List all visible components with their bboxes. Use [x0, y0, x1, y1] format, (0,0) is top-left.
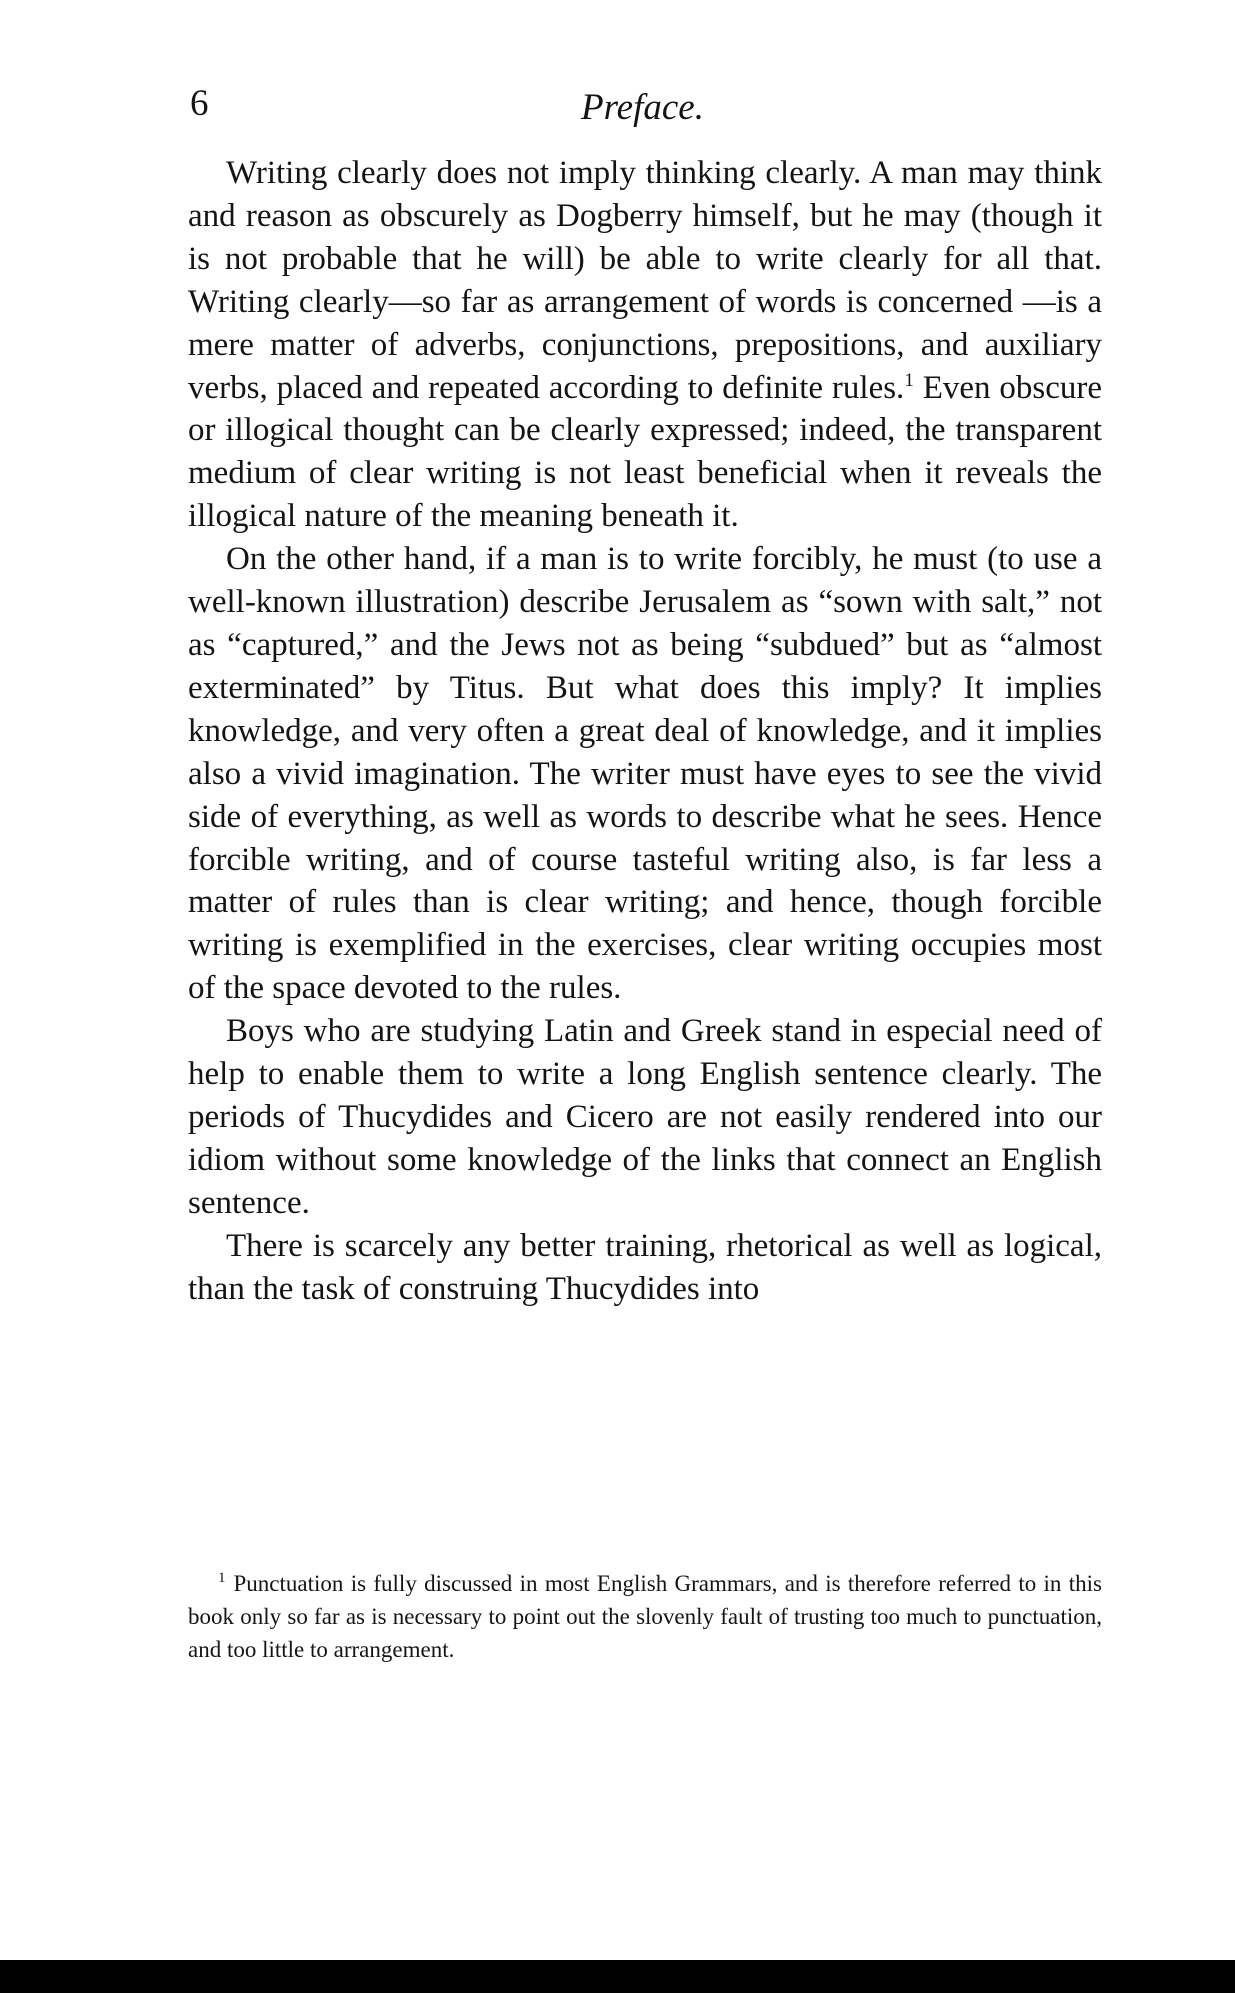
footnote-reference: 1 [904, 369, 914, 391]
footnotes [188, 1567, 1102, 1666]
footnote-marker: 1 [218, 1570, 226, 1587]
footnote-text: Punctuation is fully discussed in most English Grammars, and is therefore referred to in this book only so far as is necessary to point out the slovenly fault of trusting too much to punctuation, and too little to arrangement. [188, 1571, 1102, 1662]
page-number: 6 [190, 83, 209, 124]
paragraph-text: Writing clearly does not imply thinking clearly. A man may think and reason as obscurely as Dogberry himself, but he may (though it is not probable that he will) be able to write clearly for all that. Writing clearly—so far as arrangement of words is concerned —is a mere matter of adverbs, conjunctions, prepositions, and auxiliary verbs, placed and repeated according to definite rules. [188, 155, 1102, 406]
paragraph: There is scarcely any better training, rhetorical as well as logical, than the task of construing Thucydides into [188, 1227, 1102, 1307]
body-text [188, 152, 1102, 1310]
scan-edge-bar [0, 1960, 1235, 1993]
running-head: Preface. [581, 87, 704, 128]
paragraph-text: Even obscure or illogical thought can be clearly expressed; indeed, the transparent medium of clear writing is not least beneficial when it reveals the illogical nature of the meaning beneath it. [188, 369, 1102, 535]
paragraph: On the other hand, if a man is to write forcibly, he must (to use a well-known illustration) describe Jerusalem as “sown with salt,” not as “captured,” and the Jews not as being “subdued” but as “almost exterminated” by Titus. But what does this imply? It implies knowledge, and very often a great deal of knowledge, and it implies also a vivid imagination. The writer must have eyes to see the vivid side of everything, as well as words to describe what he sees. Hence forcible writing, and of course tasteful writing also, is far less a matter of rules than is clear writing; and hence, though forcible writing is exemplified in the exercises, clear writing occupies most of the space devoted to the rules. [188, 541, 1102, 1007]
paragraph [188, 152, 1102, 538]
paragraph: Boys who are studying Latin and Greek stand in especial need of help to enable them to write a long English sentence clearly. The periods of Thucydides and Cicero are not easily rendered into our idiom without some knowledge of the links that connect an English sentence. [188, 1013, 1102, 1221]
footnote [188, 1567, 1102, 1666]
